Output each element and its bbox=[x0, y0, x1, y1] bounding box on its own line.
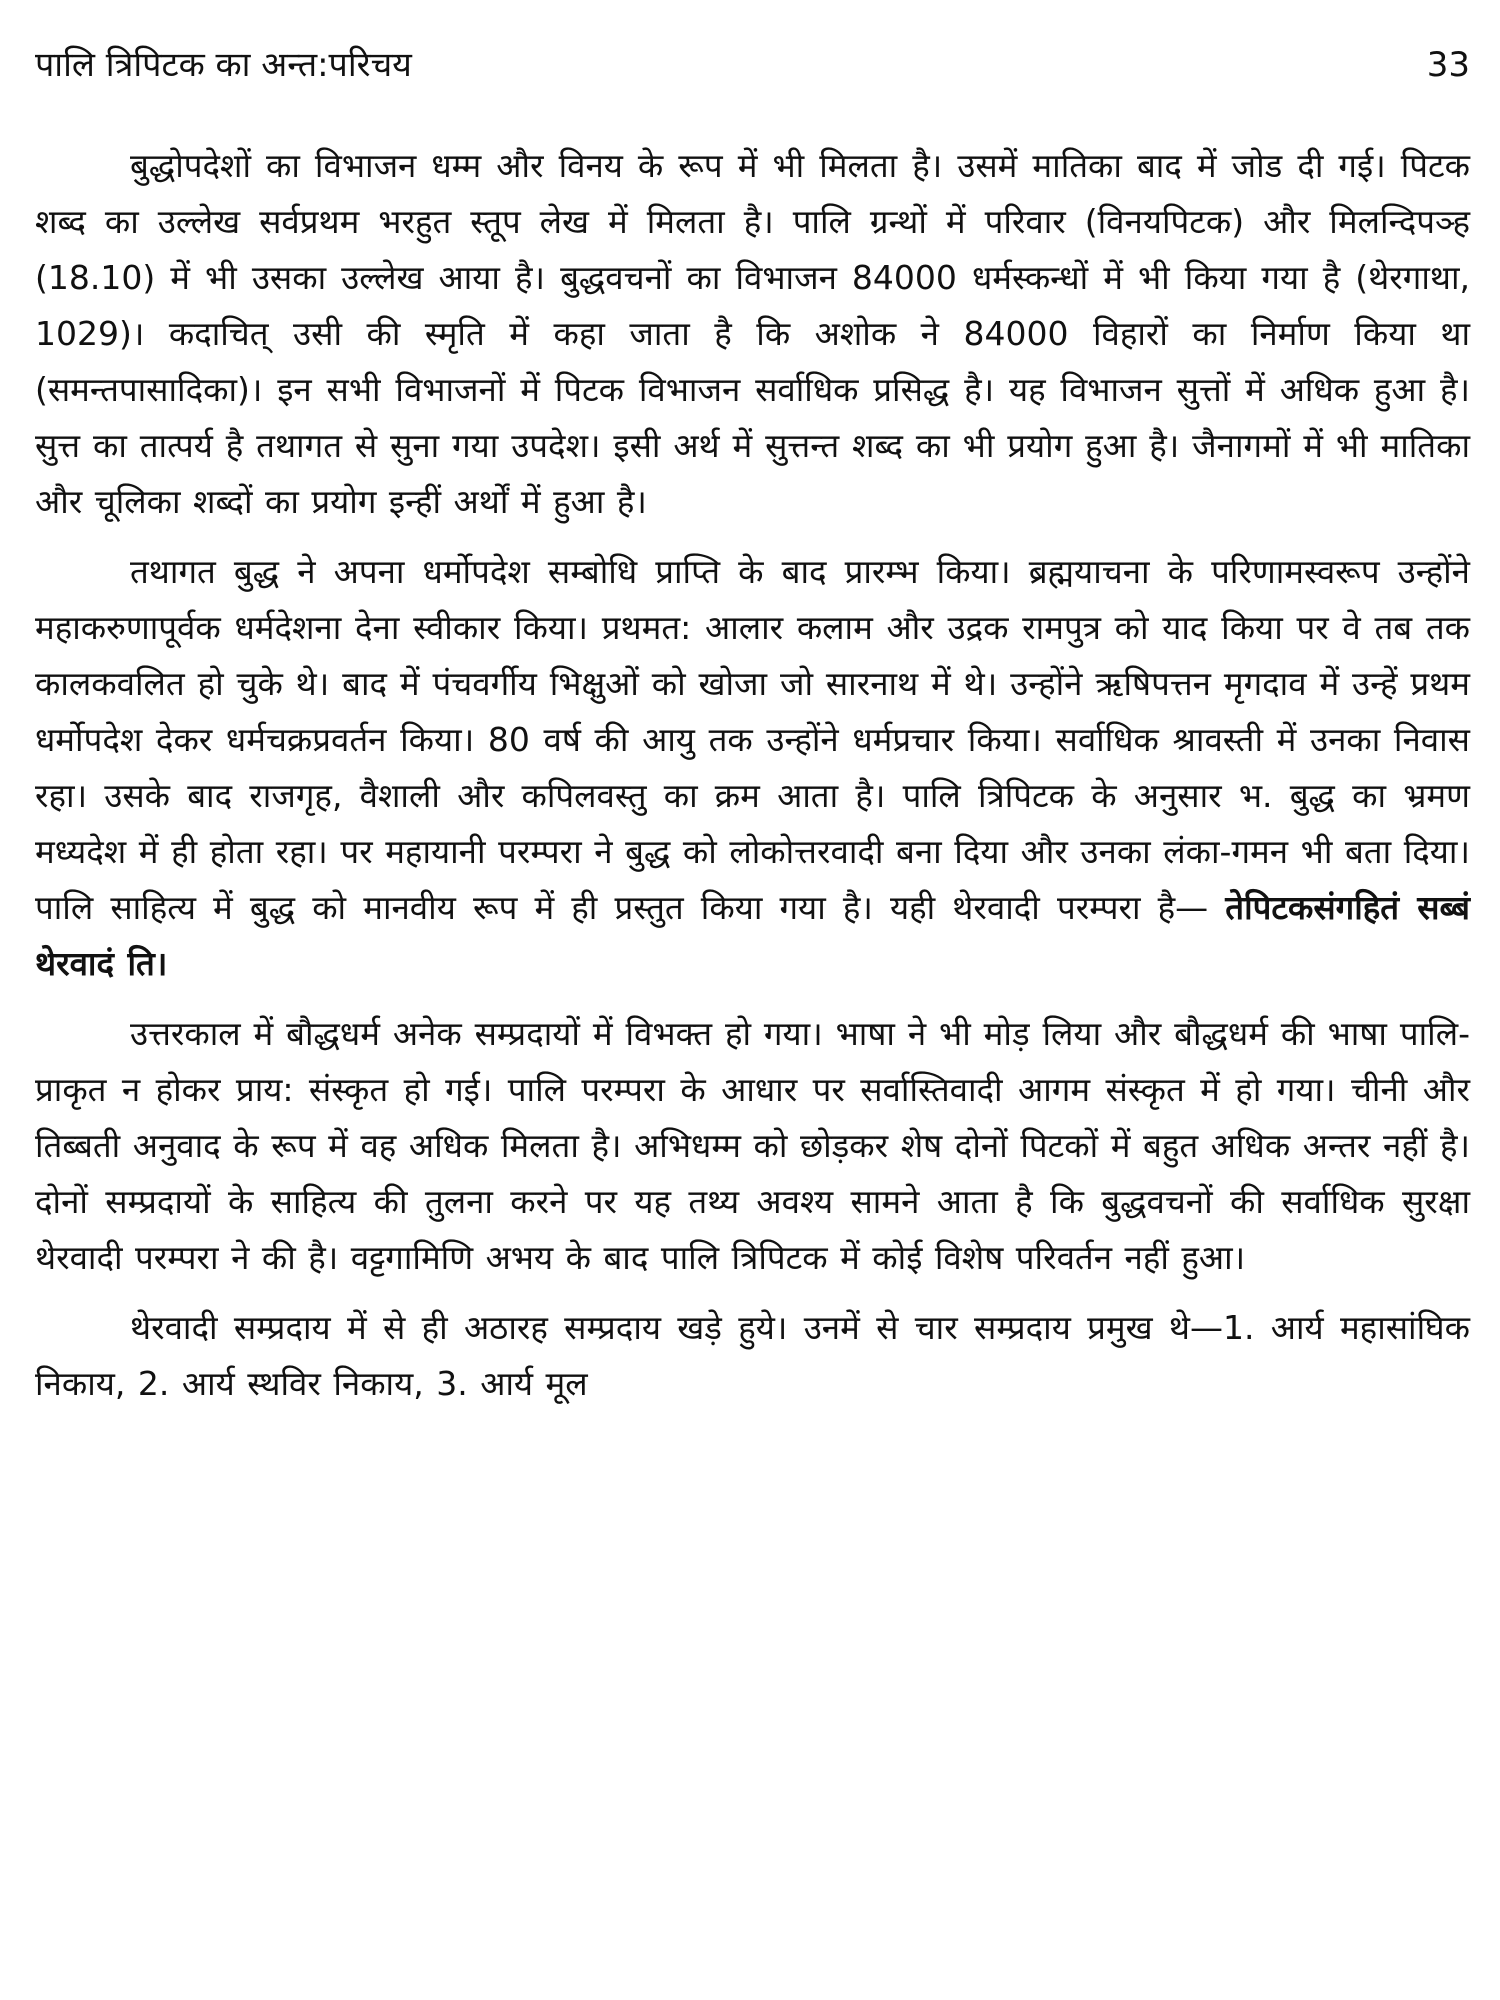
bold-quotation: तेपिटकसंगहितं सब्बं थेरवादं ति। bbox=[35, 888, 1470, 983]
paragraph-4 bbox=[35, 1300, 1470, 1412]
page-number: 33 bbox=[1426, 45, 1470, 85]
chapter-title: पालि त्रिपिटक का अन्त:परिचय bbox=[35, 45, 412, 85]
paragraph-1-text: बुद्धोपदेशों का विभाजन धम्म और विनय के रूप में भी मिलता है। उसमें मातिका बाद में जोड दी गई। पिटक शब्द का उल्लेख सर्वप्रथम भरहुत स्तूप लेख में मिलता है। पालि ग्रन्थों में परिवार (विनयपिटक) और मिलन्दिपञ्ह (18.10) में भी उसका उल्लेख आया है। बुद्धवचनों का विभाजन 84000 धर्मस्कन्धों में भी किया गया है (थेरगाथा, 1029)। कदाचित् उसी की स्मृति में कहा जाता है कि अशोक ने 84000 विहारों का निर्माण किया था (समन्तपासादिका)। इन सभी विभाजनों में पिटक विभाजन सर्वाधिक प्रसिद्ध है। यह विभाजन सुत्तों में अधिक हुआ है। सुत्त का तात्पर्य है तथागत से सुना गया उपदेश। इसी अर्थ में सुत्तन्त शब्द का भी प्रयोग हुआ है। जैनागमों में भी मातिका और चूलिका शब्दों का प्रयोग इन्हीं अर्थों में हुआ है। bbox=[35, 146, 1470, 521]
running-header bbox=[35, 40, 1470, 100]
body-text bbox=[35, 138, 1470, 1412]
paragraph-1 bbox=[35, 138, 1470, 530]
paragraph-2-text: तथागत बुद्ध ने अपना धर्मोपदेश सम्बोधि प्राप्ति के बाद प्रारम्भ किया। ब्रह्मयाचना के परिणामस्वरूप उन्होंने महाकरुणापूर्वक धर्मदेशना देना स्वीकार किया। प्रथमत: आलार कलाम और उद्रक रामपुत्र को याद किया पर वे तब तक कालकवलित हो चुके थे। बाद में पंचवर्गीय भिक्षुओं को खोजा जो सारनाथ में थे। उन्होंने ऋषिपत्तन मृगदाव में उन्हें प्रथम धर्मोपदेश देकर धर्मचक्रप्रवर्तन किया। 80 वर्ष की आयु तक उन्होंने धर्मप्रचार किया। सर्वाधिक श्रावस्ती में उनका निवास रहा। उसके बाद राजगृह, वैशाली और कपिलवस्तु का क्रम आता है। पालि त्रिपिटक के अनुसार भ. बुद्ध का भ्रमण मध्यदेश में ही होता रहा। पर महायानी परम्परा ने बुद्ध को लोकोत्तरवादी बना दिया और उनका लंका-गमन भी बता दिया। पालि साहित्य में बुद्ध को मानवीय रूप में ही प्रस्तुत किया गया है। यही थेरवादी परम्परा है— bbox=[35, 552, 1470, 927]
paragraph-2 bbox=[35, 544, 1470, 992]
paragraph-3 bbox=[35, 1006, 1470, 1286]
paragraph-4-text: थेरवादी सम्प्रदाय में से ही अठारह सम्प्रदाय खड़े हुये। उनमें से चार सम्प्रदाय प्रमुख थे—1. आर्य महासांघिक निकाय, 2. आर्य स्थविर निकाय, 3. आर्य मूल bbox=[35, 1308, 1470, 1403]
paragraph-3-text: उत्तरकाल में बौद्धधर्म अनेक सम्प्रदायों में विभक्त हो गया। भाषा ने भी मोड़ लिया और बौद्धधर्म की भाषा पालि-प्राकृत न होकर प्राय: संस्कृत हो गई। पालि परम्परा के आधार पर सर्वास्तिवादी आगम संस्कृत में हो गया। चीनी और तिब्बती अनुवाद के रूप में वह अधिक मिलता है। अभिधम्म को छोड़कर शेष दोनों पिटकों में बहुत अधिक अन्तर नहीं है। दोनों सम्प्रदायों के साहित्य की तुलना करने पर यह तथ्य अवश्य सामने आता है कि बुद्धवचनों की सर्वाधिक सुरक्षा थेरवादी परम्परा ने की है। वट्टगामिणि अभय के बाद पालि त्रिपिटक में कोई विशेष परिवर्तन नहीं हुआ। bbox=[35, 1014, 1470, 1277]
